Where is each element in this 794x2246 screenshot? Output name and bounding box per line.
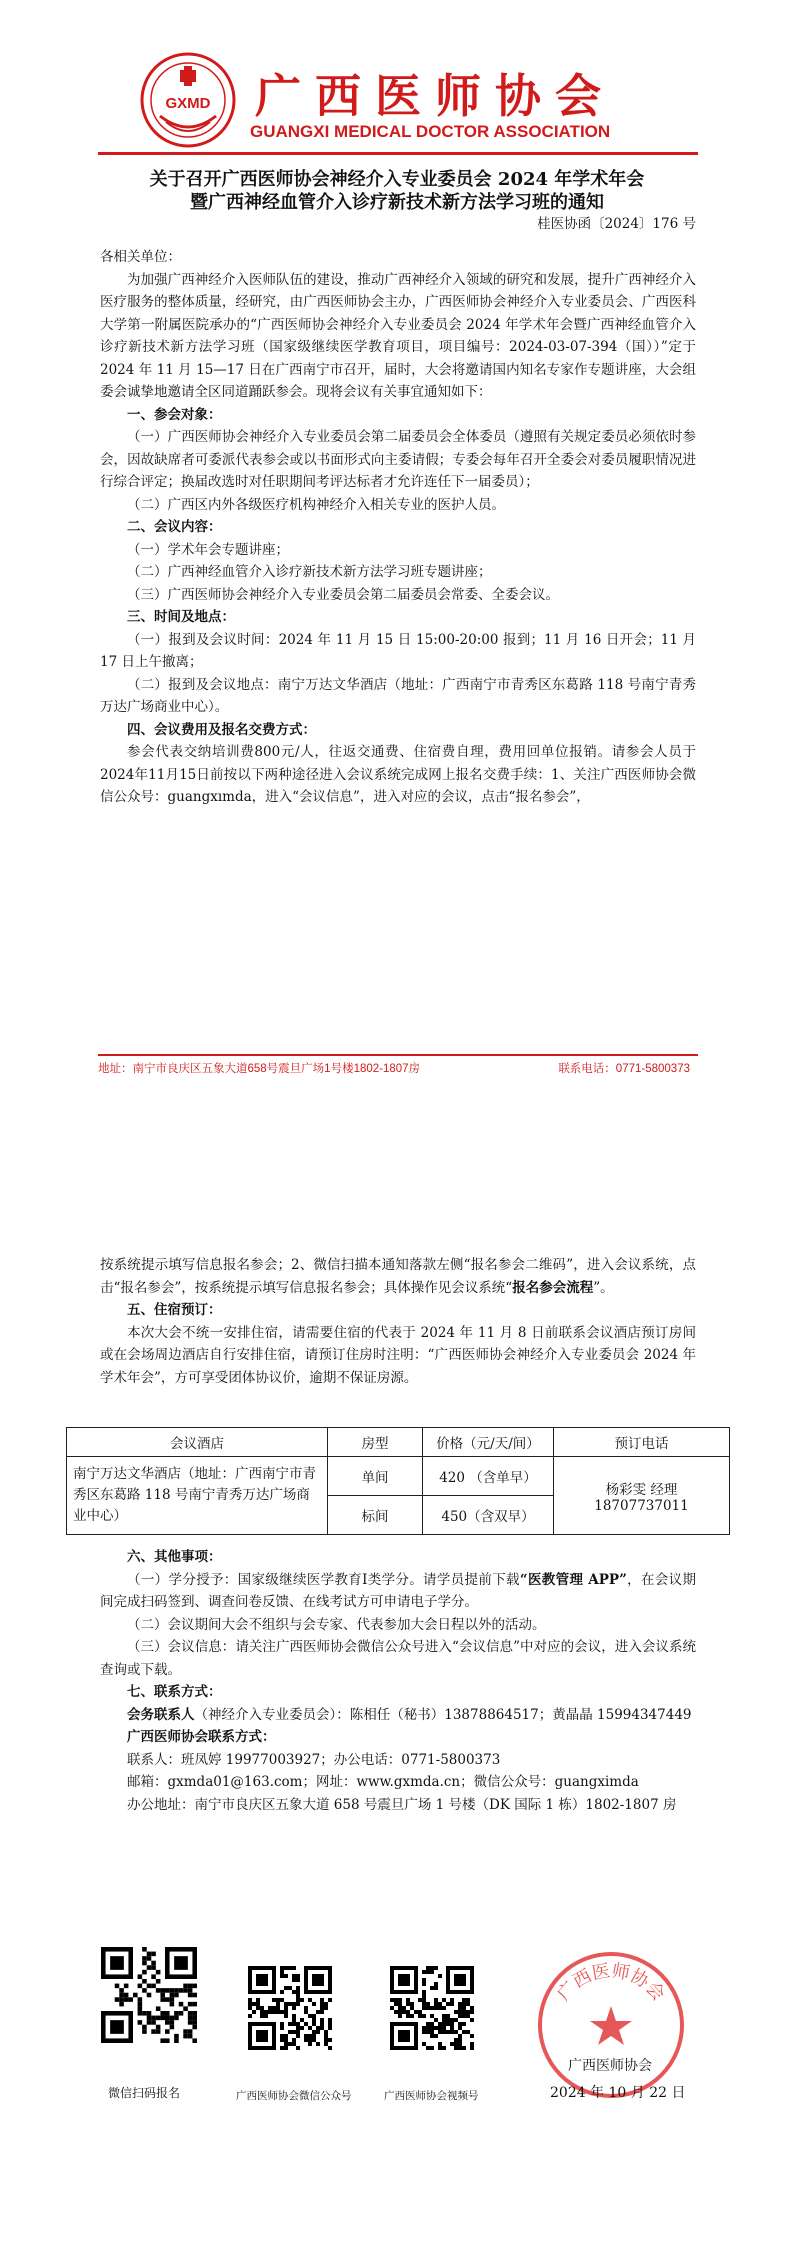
qr-caption: 广西医师协会微信公众号 <box>236 2090 352 2102</box>
footer <box>98 1060 698 1076</box>
credit-text: （一）学分授予：国家级继续医学教育Ⅰ类学分。请学员提前下载 <box>127 1571 520 1588</box>
section2-item2: （二）广西神经血管介入诊疗新技术新方法学习班专题讲座； <box>127 564 492 580</box>
section6-item2: （二）会议期间大会不组织与会专家、代表参加大会日程以外的活动。 <box>127 1616 546 1633</box>
wechat-account-qr-code[interactable] <box>248 1966 332 2050</box>
official-seal <box>536 1950 686 2100</box>
association-contact-heading: 广西医师协会联系方式： <box>127 1729 276 1745</box>
footer-address: 地址：南宁市良庆区五象大道658号震旦广场1号楼1802-1807房 <box>98 1063 421 1075</box>
booking-contact-phone: 18707737011 <box>594 1497 689 1514</box>
association-email: 邮箱：gxmda01@163.com；网址：www.gxmda.cn；微信公众号：guangximda <box>127 1774 639 1790</box>
registration-qr-code[interactable] <box>101 1947 197 2043</box>
section2-item3: （三）广西医师协会神经介入专业委员会第二届委员会常委、全委会议。 <box>127 586 559 603</box>
document-number: 桂医协函〔2024〕176 号 <box>537 216 696 232</box>
association-address: 办公地址：南宁市良庆区五象大道 658 号震旦广场 1 号楼（DK 国际 1 栋）1802-1807 房 <box>127 1796 677 1813</box>
salutation: 各相关单位： <box>100 249 181 265</box>
section4-heading: 四、会议费用及报名交费方式： <box>127 721 316 738</box>
section1-item2: （二）广西区内外各级医疗机构神经介入相关专业的医护人员。 <box>127 496 505 513</box>
affairs-text: （神经介入专业委员会）：陈相任（秘书）13878864517；黄晶晶 15994347449 <box>194 1706 692 1723</box>
table-header: 预订电话 <box>554 1428 730 1457</box>
section2-heading: 二、会议内容： <box>127 519 222 535</box>
table-header: 会议酒店 <box>67 1428 328 1457</box>
room-type-cell: 单间 <box>328 1457 423 1496</box>
qr-caption: 广西医师协会视频号 <box>384 2090 479 2102</box>
section4-p2-text: 按系统提示填写信息报名参会；2、微信扫描本通知落款左侧“报名参会二维码”，进入会议系统，点击“报名参会”，按系统提示填写信息报名参会；具体操作见会议系统“ <box>100 1257 696 1296</box>
app-name: “医教管理 APP” <box>519 1571 627 1588</box>
section4-p2-end: ”。 <box>593 1279 614 1296</box>
body-part3 <box>100 1546 696 1816</box>
section6-heading: 六、其他事项： <box>127 1549 222 1565</box>
section5-heading: 五、住宿预订： <box>127 1302 222 1318</box>
body-part2 <box>100 1254 696 1389</box>
booking-contact-name: 杨彩雯 经理 <box>605 1481 678 1498</box>
logo-text: GXMD <box>165 95 211 112</box>
section3-heading: 三、时间及地点： <box>127 609 235 625</box>
registration-flow-link: 报名参会流程 <box>512 1279 594 1296</box>
section4-paragraph2 <box>100 1254 696 1299</box>
section2-item1: （一）学术年会专题讲座； <box>127 541 289 558</box>
section3-item1: （一）报到及会议时间：2024 年 11 月 15 日 15:00-20:00 报到；11 月 16 日开会；11 月 17 日上午撤离； <box>100 631 696 670</box>
org-name-en: GUANGXI MEDICAL DOCTOR ASSOCIATION <box>250 122 611 141</box>
section1-item1: （一）广西医师协会神经介入专业委员会第二届委员会全体委员（遵照有关规定委员必须依时参会，因故缺席者可委派代表参会或以书面形式向主委请假；专委会每年召开全委会对委员履职情况进行综合评定；换届改选时对任职期间考评达标者才允许连任下一届委员）； <box>100 429 696 490</box>
seal-text: 广西医师协会 <box>553 1960 669 2006</box>
notice-title-line1: 关于召开广西医师协会神经介入专业委员会 2024 年学术年会 <box>149 169 645 190</box>
hotel-table <box>66 1427 730 1535</box>
affairs-label: 会务联系人 <box>127 1706 195 1723</box>
header-divider <box>98 152 698 155</box>
section7-heading: 七、联系方式： <box>127 1684 222 1700</box>
section1-heading: 一、参会对象： <box>127 406 222 423</box>
body-part1 <box>100 246 696 809</box>
association-logo <box>140 52 236 148</box>
table-header: 房型 <box>328 1428 423 1457</box>
video-account-qr-code[interactable] <box>390 1966 474 2050</box>
qr-caption: 微信扫码报名 <box>108 2086 181 2100</box>
section6-item3: （三）会议信息：请关注广西医师协会微信公众号进入“会议信息”中对应的会议，进入会议系统查询或下载。 <box>100 1639 696 1678</box>
org-name-cn: 广西医师协会 <box>255 69 615 123</box>
intro-paragraph: 为加强广西神经介入医师队伍的建设，推动广西神经介入领域的研究和发展，提升广西神经介入医疗服务的整体质量，经研究，由广西医师协会主办，广西医师协会神经介入专业委员会、广西医科大学第一附属医院承办的“广西医师协会神经介入专业委员会 2024 年学术年会暨广西神经血管介入诊疗新技术新方法学习班（国家级继续医学教育项目，项目编号：2024-03-07-394（国））”定于 2024 年 11 月 15—17 日在广西南宁市召开，届时，大会将邀请国内知名专家作专题讲座，大会组委会诚挚地邀请全区同道踊跃参会。现将会议有关事宜通知如下： <box>100 271 696 400</box>
credit-text-end: ，在会议期间完成扫码签到、调查问卷反馈、在线考试方可申请电子学分。 <box>100 1571 696 1610</box>
signature-org: 广西医师协会 <box>568 2058 652 2074</box>
room-price-cell: 420 （含单早） <box>423 1457 554 1496</box>
room-price-cell: 450（含双早） <box>423 1496 554 1535</box>
section4-paragraph1: 参会代表交纳培训费800元/人，往返交通费、住宿费自理，费用回单位报销。请参会人员于2024年11月15日前按以下两种途径进入会议系统完成网上报名交费手续：1、关注广西医师协会微信公众号：guangxımda，进入“会议信息”，进入对应的会议，点击“报名参会”， <box>100 744 696 805</box>
footer-phone: 联系电话：0771-5800373 <box>558 1063 690 1075</box>
notice-title-line2: 暨广西神经血管介入诊疗新技术新方法学习班的通知 <box>190 192 604 213</box>
hotel-name-cell: 南宁万达文华酒店（地址：广西南宁市青秀区东葛路 118 号南宁青秀万达广场商业中心） <box>67 1457 328 1535</box>
association-contact: 联系人：班凤婷 19977003927；办公电话：0771-5800373 <box>127 1751 501 1768</box>
booking-contact-cell <box>554 1457 730 1535</box>
room-type-cell: 标间 <box>328 1496 423 1535</box>
footer-divider <box>98 1054 698 1056</box>
signature-date: 2024 年 10 月 22 日 <box>550 2085 686 2101</box>
section3-item2: （二）报到及会议地点：南宁万达文华酒店（地址：广西南宁市青秀区东葛路 118 号南宁青秀万达广场商业中心）。 <box>100 676 696 715</box>
affairs-contact <box>100 1704 696 1727</box>
table-header: 价格（元/天/间） <box>423 1428 554 1457</box>
section5-paragraph: 本次大会不统一安排住宿，请需要住宿的代表于 2024 年 11 月 8 日前联系会议酒店预订房间或在会场周边酒店自行安排住宿，请预订住房时注明：“广西医师协会神经介入专业委员会 2024 年学术年会”，方可享受团体协议价，逾期不保证房源。 <box>100 1324 696 1386</box>
section6-item1 <box>100 1569 696 1614</box>
